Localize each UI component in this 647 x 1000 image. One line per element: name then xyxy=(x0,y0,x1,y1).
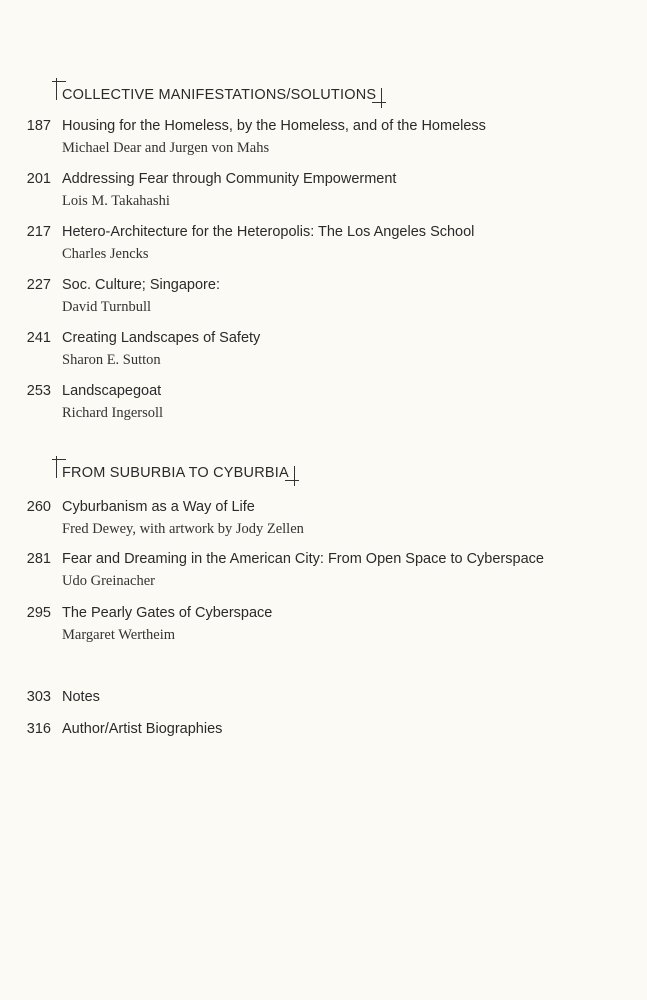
page-number: 241 xyxy=(26,330,51,346)
crop-mark-icon xyxy=(294,466,295,486)
entry-title: Addressing Fear through Community Empowerment xyxy=(62,171,397,187)
entry-author: Lois M. Takahashi xyxy=(62,193,170,209)
section-heading xyxy=(62,465,289,481)
entry-title: Soc. Culture; Singapore: xyxy=(62,277,220,293)
page-number: 227 xyxy=(26,277,51,293)
page-number: 303 xyxy=(26,689,51,705)
page-number: 187 xyxy=(26,118,51,134)
entry-author: Richard Ingersoll xyxy=(62,405,164,421)
entry-author: David Turnbull xyxy=(62,299,152,315)
page-number: 260 xyxy=(26,499,51,515)
page-number: 217 xyxy=(26,224,51,240)
crop-mark-icon xyxy=(381,88,382,108)
page-number: 316 xyxy=(26,721,51,737)
entry-title: Hetero-Architecture for the Heteropolis: The Los Angeles School xyxy=(62,224,475,240)
crop-mark-icon xyxy=(52,459,66,460)
section-heading-label: FROM SUBURBIA TO CYBURBIA xyxy=(62,465,289,481)
entry-author: Fred Dewey, with artwork by Jody Zellen xyxy=(62,521,304,537)
page-number: 253 xyxy=(26,383,51,399)
entry-title: Creating Landscapes of Safety xyxy=(62,330,261,346)
entry-author: Margaret Wertheim xyxy=(62,627,176,643)
entry-title: The Pearly Gates of Cyberspace xyxy=(62,605,273,621)
page-number: 295 xyxy=(26,605,51,621)
section-heading xyxy=(62,87,376,103)
entry-author: Sharon E. Sutton xyxy=(62,352,161,368)
page-number: 201 xyxy=(26,171,51,187)
crop-mark-icon xyxy=(52,81,66,82)
entry-author: Charles Jencks xyxy=(62,246,149,262)
entry-author: Michael Dear and Jurgen von Mahs xyxy=(62,140,270,156)
entry-title: Notes xyxy=(62,689,100,705)
entry-title: Author/Artist Biographies xyxy=(62,721,223,737)
page-number: 281 xyxy=(26,551,51,567)
entry-title: Landscapegoat xyxy=(62,383,162,399)
entry-title: Cyburbanism as a Way of Life xyxy=(62,499,255,515)
entry-title: Housing for the Homeless, by the Homeless, and of the Homeless xyxy=(62,118,486,134)
section-heading-label: COLLECTIVE MANIFESTATIONS/SOLUTIONS xyxy=(62,87,377,103)
entry-author: Udo Greinacher xyxy=(62,573,155,589)
entry-title: Fear and Dreaming in the American City: From Open Space to Cyberspace xyxy=(62,551,544,567)
